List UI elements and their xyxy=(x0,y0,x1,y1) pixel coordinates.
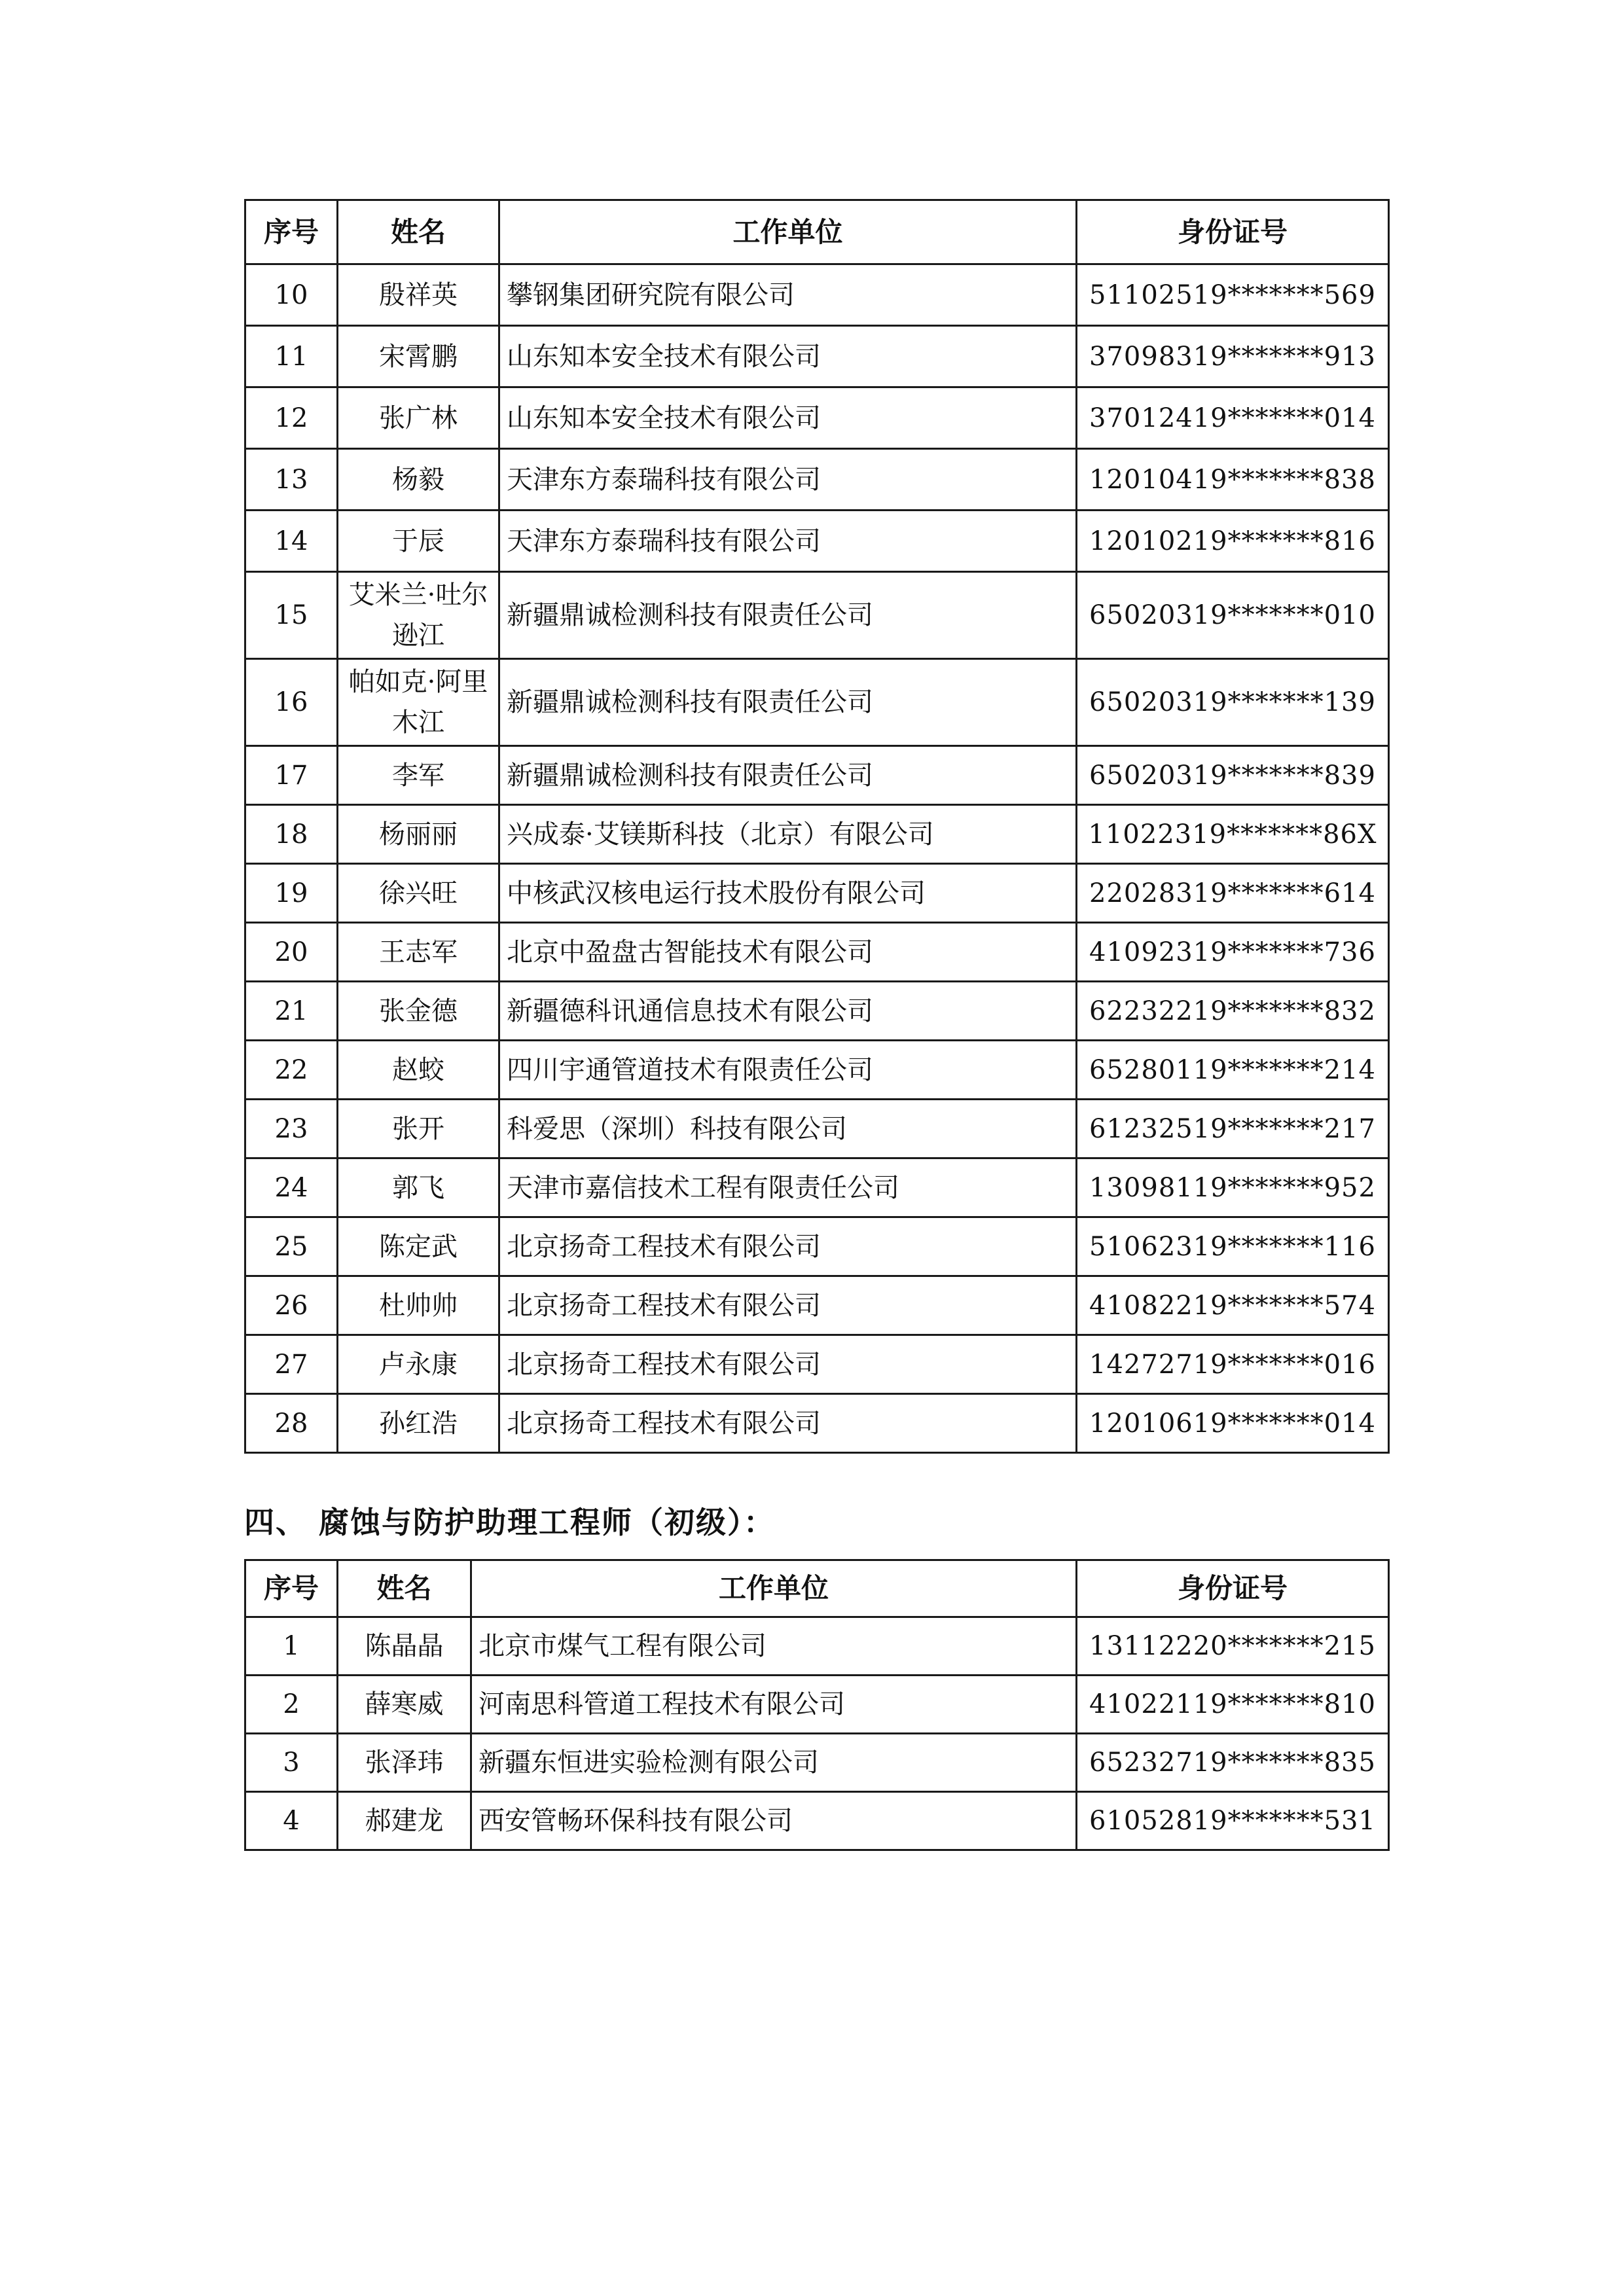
cell-id-number: 37012419*******014 xyxy=(1077,387,1389,449)
cell-work-unit: 攀钢集团研究院有限公司 xyxy=(499,264,1077,326)
cell-name: 赵蛟 xyxy=(338,1041,499,1100)
cell-id-number: 11022319*******86X xyxy=(1077,805,1389,864)
cell-work-unit: 河南思科管道工程技术有限公司 xyxy=(471,1676,1077,1734)
cell-id-number: 13098119*******952 xyxy=(1077,1158,1389,1217)
cell-work-unit: 新疆鼎诚检测科技有限责任公司 xyxy=(499,572,1077,659)
cell-name: 郝建龙 xyxy=(338,1792,471,1850)
table-row xyxy=(245,1041,1389,1100)
cell-serial-number: 24 xyxy=(245,1158,338,1217)
table-row xyxy=(245,1792,1389,1850)
table-header-row xyxy=(245,200,1389,264)
table-row xyxy=(245,326,1389,387)
cell-id-number: 41092319*******736 xyxy=(1077,923,1389,982)
table-row xyxy=(245,746,1389,805)
section-heading: 四、 腐蚀与防护助理工程师（初级）： xyxy=(244,1505,776,1540)
cell-id-number: 65280119*******214 xyxy=(1077,1041,1389,1100)
cell-id-number: 41022119*******810 xyxy=(1077,1676,1389,1734)
cell-work-unit: 兴成泰·艾镁斯科技（北京）有限公司 xyxy=(499,805,1077,864)
header-work-unit: 工作单位 xyxy=(471,1560,1077,1617)
cell-id-number: 12010419*******838 xyxy=(1077,449,1389,511)
cell-id-number: 65232719*******835 xyxy=(1077,1734,1389,1792)
header-name: 姓名 xyxy=(338,200,499,264)
cell-work-unit: 中核武汉核电运行技术股份有限公司 xyxy=(499,864,1077,923)
cell-work-unit: 新疆鼎诚检测科技有限责任公司 xyxy=(499,659,1077,746)
cell-name: 孙红浩 xyxy=(338,1394,499,1453)
cell-id-number: 51062319*******116 xyxy=(1077,1217,1389,1276)
cell-work-unit: 北京扬奇工程技术有限公司 xyxy=(499,1394,1077,1453)
cell-work-unit: 北京市煤气工程有限公司 xyxy=(471,1617,1077,1676)
cell-serial-number: 22 xyxy=(245,1041,338,1100)
table-row xyxy=(245,572,1389,659)
engineer-roster-table xyxy=(244,199,1390,1454)
cell-serial-number: 14 xyxy=(245,511,338,572)
cell-id-number: 62232219*******832 xyxy=(1077,982,1389,1041)
cell-id-number: 61052819*******531 xyxy=(1077,1792,1389,1850)
table-row xyxy=(245,1676,1389,1734)
cell-name: 艾米兰·吐尔逊江 xyxy=(338,572,499,659)
cell-serial-number: 2 xyxy=(245,1676,338,1734)
cell-id-number: 65020319*******139 xyxy=(1077,659,1389,746)
table-row xyxy=(245,1617,1389,1676)
cell-id-number: 65020319*******010 xyxy=(1077,572,1389,659)
cell-name: 张开 xyxy=(338,1100,499,1158)
cell-id-number: 14272719*******016 xyxy=(1077,1335,1389,1394)
cell-id-number: 61232519*******217 xyxy=(1077,1100,1389,1158)
cell-name: 殷祥英 xyxy=(338,264,499,326)
cell-serial-number: 18 xyxy=(245,805,338,864)
cell-serial-number: 19 xyxy=(245,864,338,923)
cell-work-unit: 新疆德科讯通信息技术有限公司 xyxy=(499,982,1077,1041)
table-row xyxy=(245,387,1389,449)
cell-serial-number: 16 xyxy=(245,659,338,746)
cell-work-unit: 新疆东恒进实验检测有限公司 xyxy=(471,1734,1077,1792)
table-row xyxy=(245,1734,1389,1792)
cell-id-number: 12010219*******816 xyxy=(1077,511,1389,572)
table-row xyxy=(245,1217,1389,1276)
cell-serial-number: 26 xyxy=(245,1276,338,1335)
table-header-row xyxy=(245,1560,1389,1617)
table-row xyxy=(245,1100,1389,1158)
table-row xyxy=(245,449,1389,511)
table-row xyxy=(245,1394,1389,1453)
cell-work-unit: 西安管畅环保科技有限公司 xyxy=(471,1792,1077,1850)
cell-name: 帕如克·阿里木江 xyxy=(338,659,499,746)
table-row xyxy=(245,864,1389,923)
cell-work-unit: 北京扬奇工程技术有限公司 xyxy=(499,1335,1077,1394)
cell-work-unit: 科爱思（深圳）科技有限公司 xyxy=(499,1100,1077,1158)
cell-serial-number: 21 xyxy=(245,982,338,1041)
cell-work-unit: 山东知本安全技术有限公司 xyxy=(499,326,1077,387)
cell-serial-number: 10 xyxy=(245,264,338,326)
cell-name: 卢永康 xyxy=(338,1335,499,1394)
cell-name: 张金德 xyxy=(338,982,499,1041)
cell-name: 于辰 xyxy=(338,511,499,572)
cell-serial-number: 23 xyxy=(245,1100,338,1158)
cell-name: 杨毅 xyxy=(338,449,499,511)
cell-id-number: 51102519*******569 xyxy=(1077,264,1389,326)
cell-name: 杨丽丽 xyxy=(338,805,499,864)
header-id-number: 身份证号 xyxy=(1077,200,1389,264)
cell-name: 徐兴旺 xyxy=(338,864,499,923)
cell-name: 陈定武 xyxy=(338,1217,499,1276)
table-row xyxy=(245,511,1389,572)
cell-serial-number: 17 xyxy=(245,746,338,805)
cell-work-unit: 北京扬奇工程技术有限公司 xyxy=(499,1276,1077,1335)
table-row xyxy=(245,264,1389,326)
header-work-unit: 工作单位 xyxy=(499,200,1077,264)
cell-name: 李军 xyxy=(338,746,499,805)
cell-name: 陈晶晶 xyxy=(338,1617,471,1676)
cell-serial-number: 1 xyxy=(245,1617,338,1676)
cell-id-number: 65020319*******839 xyxy=(1077,746,1389,805)
cell-serial-number: 15 xyxy=(245,572,338,659)
table-row xyxy=(245,923,1389,982)
cell-id-number: 41082219*******574 xyxy=(1077,1276,1389,1335)
cell-work-unit: 新疆鼎诚检测科技有限责任公司 xyxy=(499,746,1077,805)
cell-id-number: 12010619*******014 xyxy=(1077,1394,1389,1453)
header-serial-number: 序号 xyxy=(245,200,338,264)
cell-serial-number: 11 xyxy=(245,326,338,387)
table-row xyxy=(245,1335,1389,1394)
cell-name: 薛寒威 xyxy=(338,1676,471,1734)
cell-serial-number: 27 xyxy=(245,1335,338,1394)
header-name: 姓名 xyxy=(338,1560,471,1617)
cell-name: 张广林 xyxy=(338,387,499,449)
table-row xyxy=(245,1276,1389,1335)
cell-name: 郭飞 xyxy=(338,1158,499,1217)
table-row xyxy=(245,1158,1389,1217)
cell-serial-number: 4 xyxy=(245,1792,338,1850)
cell-serial-number: 13 xyxy=(245,449,338,511)
cell-name: 王志军 xyxy=(338,923,499,982)
cell-work-unit: 北京中盈盘古智能技术有限公司 xyxy=(499,923,1077,982)
header-serial-number: 序号 xyxy=(245,1560,338,1617)
cell-name: 宋霄鹏 xyxy=(338,326,499,387)
cell-serial-number: 3 xyxy=(245,1734,338,1792)
cell-work-unit: 北京扬奇工程技术有限公司 xyxy=(499,1217,1077,1276)
cell-serial-number: 12 xyxy=(245,387,338,449)
cell-work-unit: 四川宇通管道技术有限责任公司 xyxy=(499,1041,1077,1100)
table-row xyxy=(245,982,1389,1041)
cell-name: 杜帅帅 xyxy=(338,1276,499,1335)
cell-work-unit: 山东知本安全技术有限公司 xyxy=(499,387,1077,449)
cell-id-number: 37098319*******913 xyxy=(1077,326,1389,387)
cell-name: 张泽玮 xyxy=(338,1734,471,1792)
table-row xyxy=(245,659,1389,746)
table-row xyxy=(245,805,1389,864)
header-id-number: 身份证号 xyxy=(1077,1560,1389,1617)
cell-id-number: 22028319*******614 xyxy=(1077,864,1389,923)
cell-work-unit: 天津东方泰瑞科技有限公司 xyxy=(499,511,1077,572)
cell-serial-number: 20 xyxy=(245,923,338,982)
cell-id-number: 13112220*******215 xyxy=(1077,1617,1389,1676)
cell-serial-number: 28 xyxy=(245,1394,338,1453)
cell-work-unit: 天津东方泰瑞科技有限公司 xyxy=(499,449,1077,511)
assistant-engineer-roster-table xyxy=(244,1559,1390,1851)
cell-work-unit: 天津市嘉信技术工程有限责任公司 xyxy=(499,1158,1077,1217)
cell-serial-number: 25 xyxy=(245,1217,338,1276)
